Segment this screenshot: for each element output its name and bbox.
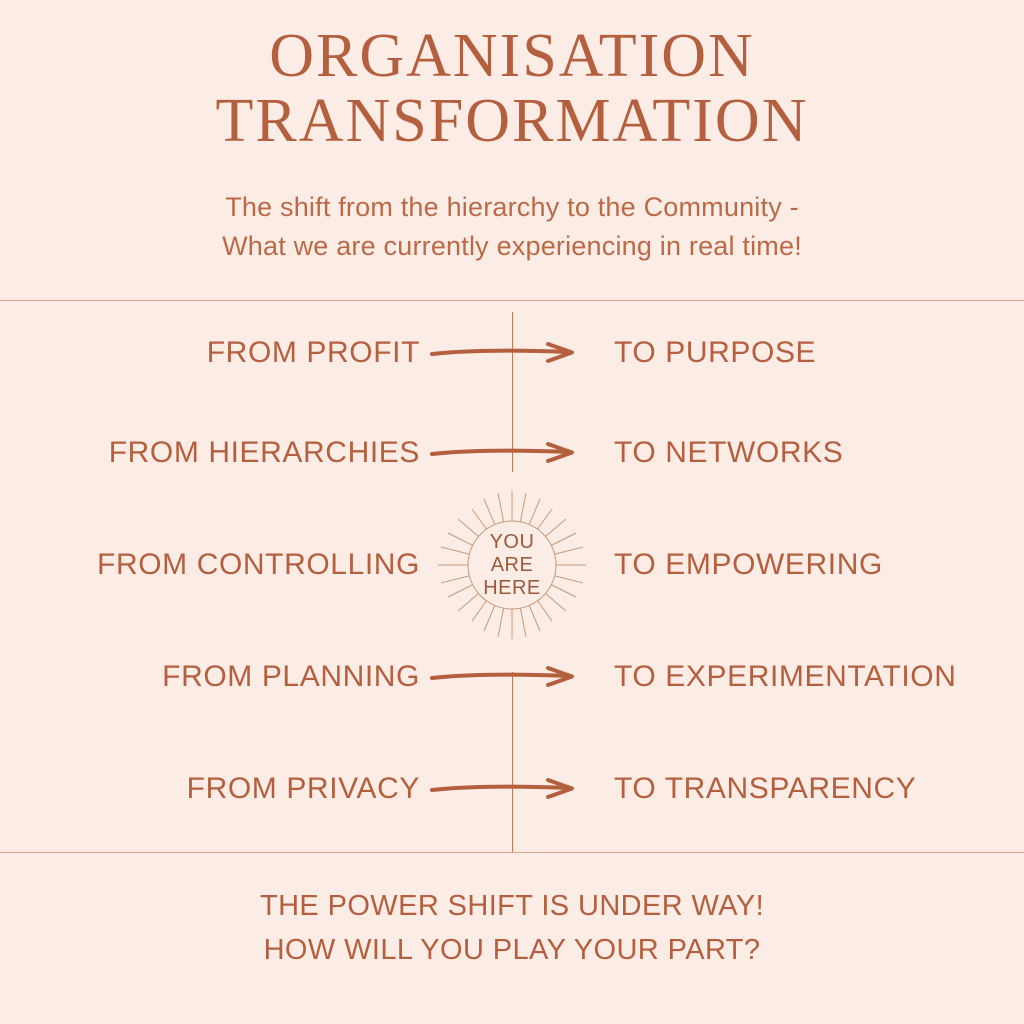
subtitle-line-1: The shift from the hierarchy to the Community - bbox=[225, 192, 799, 223]
row-marker bbox=[430, 642, 590, 712]
arrow-right-icon bbox=[430, 666, 582, 688]
table-row bbox=[0, 754, 1024, 824]
row-marker bbox=[430, 418, 590, 488]
row-from-label: FROM PLANNING bbox=[162, 660, 420, 693]
burst-line-3: HERE bbox=[483, 576, 541, 599]
row-to-label: TO EXPERIMENTATION bbox=[614, 660, 957, 693]
footer-line-1: THE POWER SHIFT IS UNDER WAY! bbox=[259, 890, 765, 922]
row-from-label: FROM PROFIT bbox=[206, 336, 420, 369]
burst-line-1: YOU bbox=[489, 530, 535, 553]
row-marker bbox=[430, 754, 590, 824]
title-line-1: ORGANISATION bbox=[269, 22, 755, 90]
arrow-right-icon bbox=[430, 342, 582, 364]
poster-footer bbox=[0, 885, 1024, 972]
you-are-here-marker bbox=[432, 485, 592, 645]
title-line-2: TRANSFORMATION bbox=[215, 87, 809, 156]
footer-line-2: HOW WILL YOU PLAY YOUR PART? bbox=[263, 933, 761, 966]
sunburst-icon bbox=[432, 485, 592, 645]
table-row bbox=[0, 318, 1024, 388]
table-row bbox=[0, 418, 1024, 488]
row-marker bbox=[430, 318, 590, 388]
poster-header bbox=[0, 0, 1024, 266]
arrow-right-icon bbox=[430, 778, 582, 800]
page-title bbox=[62, 24, 962, 154]
arrow-right-icon bbox=[430, 442, 582, 464]
subtitle-line-2: What we are currently experiencing in real time! bbox=[222, 231, 802, 262]
row-to-label: TO NETWORKS bbox=[614, 436, 844, 469]
row-from-label: FROM HIERARCHIES bbox=[108, 436, 420, 469]
divider-bottom bbox=[0, 852, 1024, 853]
row-from-label: FROM CONTROLLING bbox=[97, 548, 420, 581]
row-to-label: TO PURPOSE bbox=[614, 336, 817, 369]
burst-line-2: ARE bbox=[490, 553, 534, 576]
row-to-label: TO EMPOWERING bbox=[614, 548, 883, 581]
page-subtitle bbox=[0, 188, 1024, 266]
row-to-label: TO TRANSPARENCY bbox=[614, 772, 917, 805]
table-row bbox=[0, 642, 1024, 712]
row-from-label: FROM PRIVACY bbox=[186, 772, 420, 805]
